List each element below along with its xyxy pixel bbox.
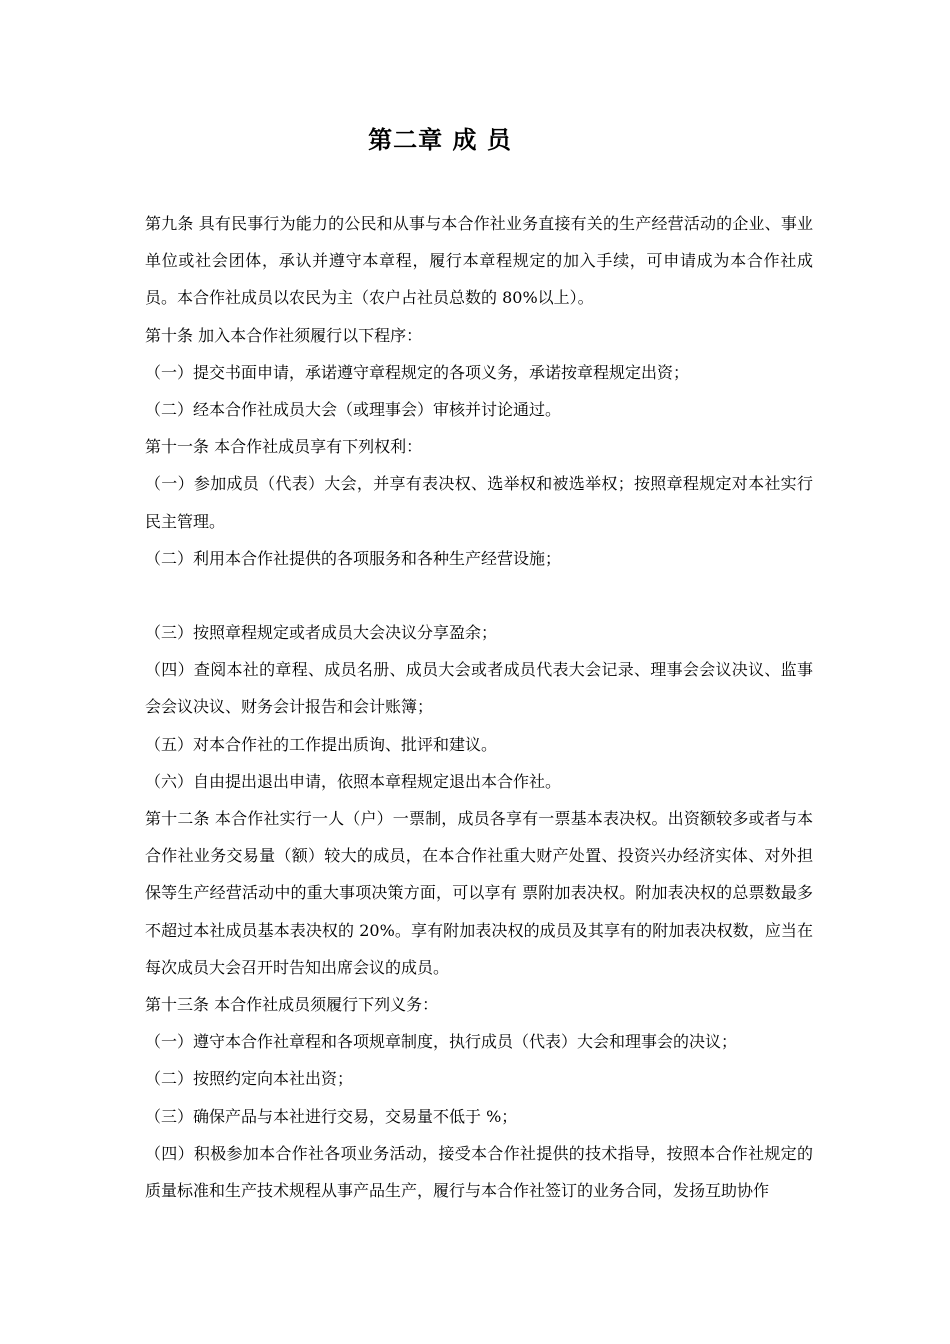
- document-body: [145, 205, 813, 1209]
- article-9-paragraph: 第九条 具有民事行为能力的公民和从事与本合作社业务直接有关的生产经营活动的企业、事业单位或社会团体，承认并遵守本章程，履行本章程规定的加入手续，可申请成为本合作社成员。本合作社成员以农民为主（农户占社员总数的 80%以上）。: [145, 214, 813, 308]
- list-item: （一）参加成员（代表）大会，并享有表决权、选举权和被选举权；按照章程规定对本社实行民主管理。: [145, 474, 813, 531]
- chapter-title: 第二章 成 员: [368, 125, 512, 154]
- list-item: （四）查阅本社的章程、成员名册、成员大会或者成员代表大会记录、理事会会议决议、监事会会议决议、财务会计报告和会计账簿；: [145, 660, 813, 717]
- article-11-paragraph: 第十一条 本合作社成员享有下列权利：: [145, 437, 423, 457]
- article-12-paragraph: 第十二条 本合作社实行一人（户）一票制，成员各享有一票基本表决权。出资额较多或者与本合作社业务交易量（额）较大的成员，在本合作社重大财产处置、投资兴办经济实体、对外担保等生产经营活动中的重大事项决策方面，可以享有 票附加表决权。附加表决权的总票数最多不超过本社成员基本表决权的 20%。享有附加表决权的成员及其享有的附加表决权数，应当在每次成员大会召开时告知出席会议的成员。: [145, 809, 813, 977]
- article-10-paragraph: 第十条 加入本合作社须履行以下程序：: [145, 325, 423, 345]
- list-item: （四）积极参加本合作社各项业务活动，接受本合作社提供的技术指导，按照本合作社规定的质量标准和生产技术规程从事产品生产，履行与本合作社签订的业务合同，发扬互助协作: [145, 1143, 813, 1201]
- list-item: （一）遵守本合作社章程和各项规章制度，执行成员（代表）大会和理事会的决议；: [145, 1032, 738, 1052]
- list-item: （二）利用本合作社提供的各项服务和各种生产经营设施；: [145, 548, 562, 568]
- blank-line: [145, 577, 813, 614]
- article-13-paragraph: 第十三条 本合作社成员须履行下列义务：: [145, 995, 439, 1015]
- list-item: （五）对本合作社的工作提出质询、批评和建议。: [145, 734, 498, 754]
- list-item: （三）确保产品与本社进行交易，交易量不低于 %；: [145, 1106, 518, 1126]
- list-item: （二）经本合作社成员大会（或理事会）审核并讨论通过。: [145, 400, 562, 420]
- list-item: （六）自由提出退出申请，依照本章程规定退出本合作社。: [145, 771, 562, 791]
- list-item: （三）按照章程规定或者成员大会决议分享盈余；: [145, 623, 498, 643]
- list-item: （二）按照约定向本社出资；: [145, 1069, 354, 1089]
- list-item: （一）提交书面申请，承诺遵守章程规定的各项义务，承诺按章程规定出资；: [145, 362, 690, 382]
